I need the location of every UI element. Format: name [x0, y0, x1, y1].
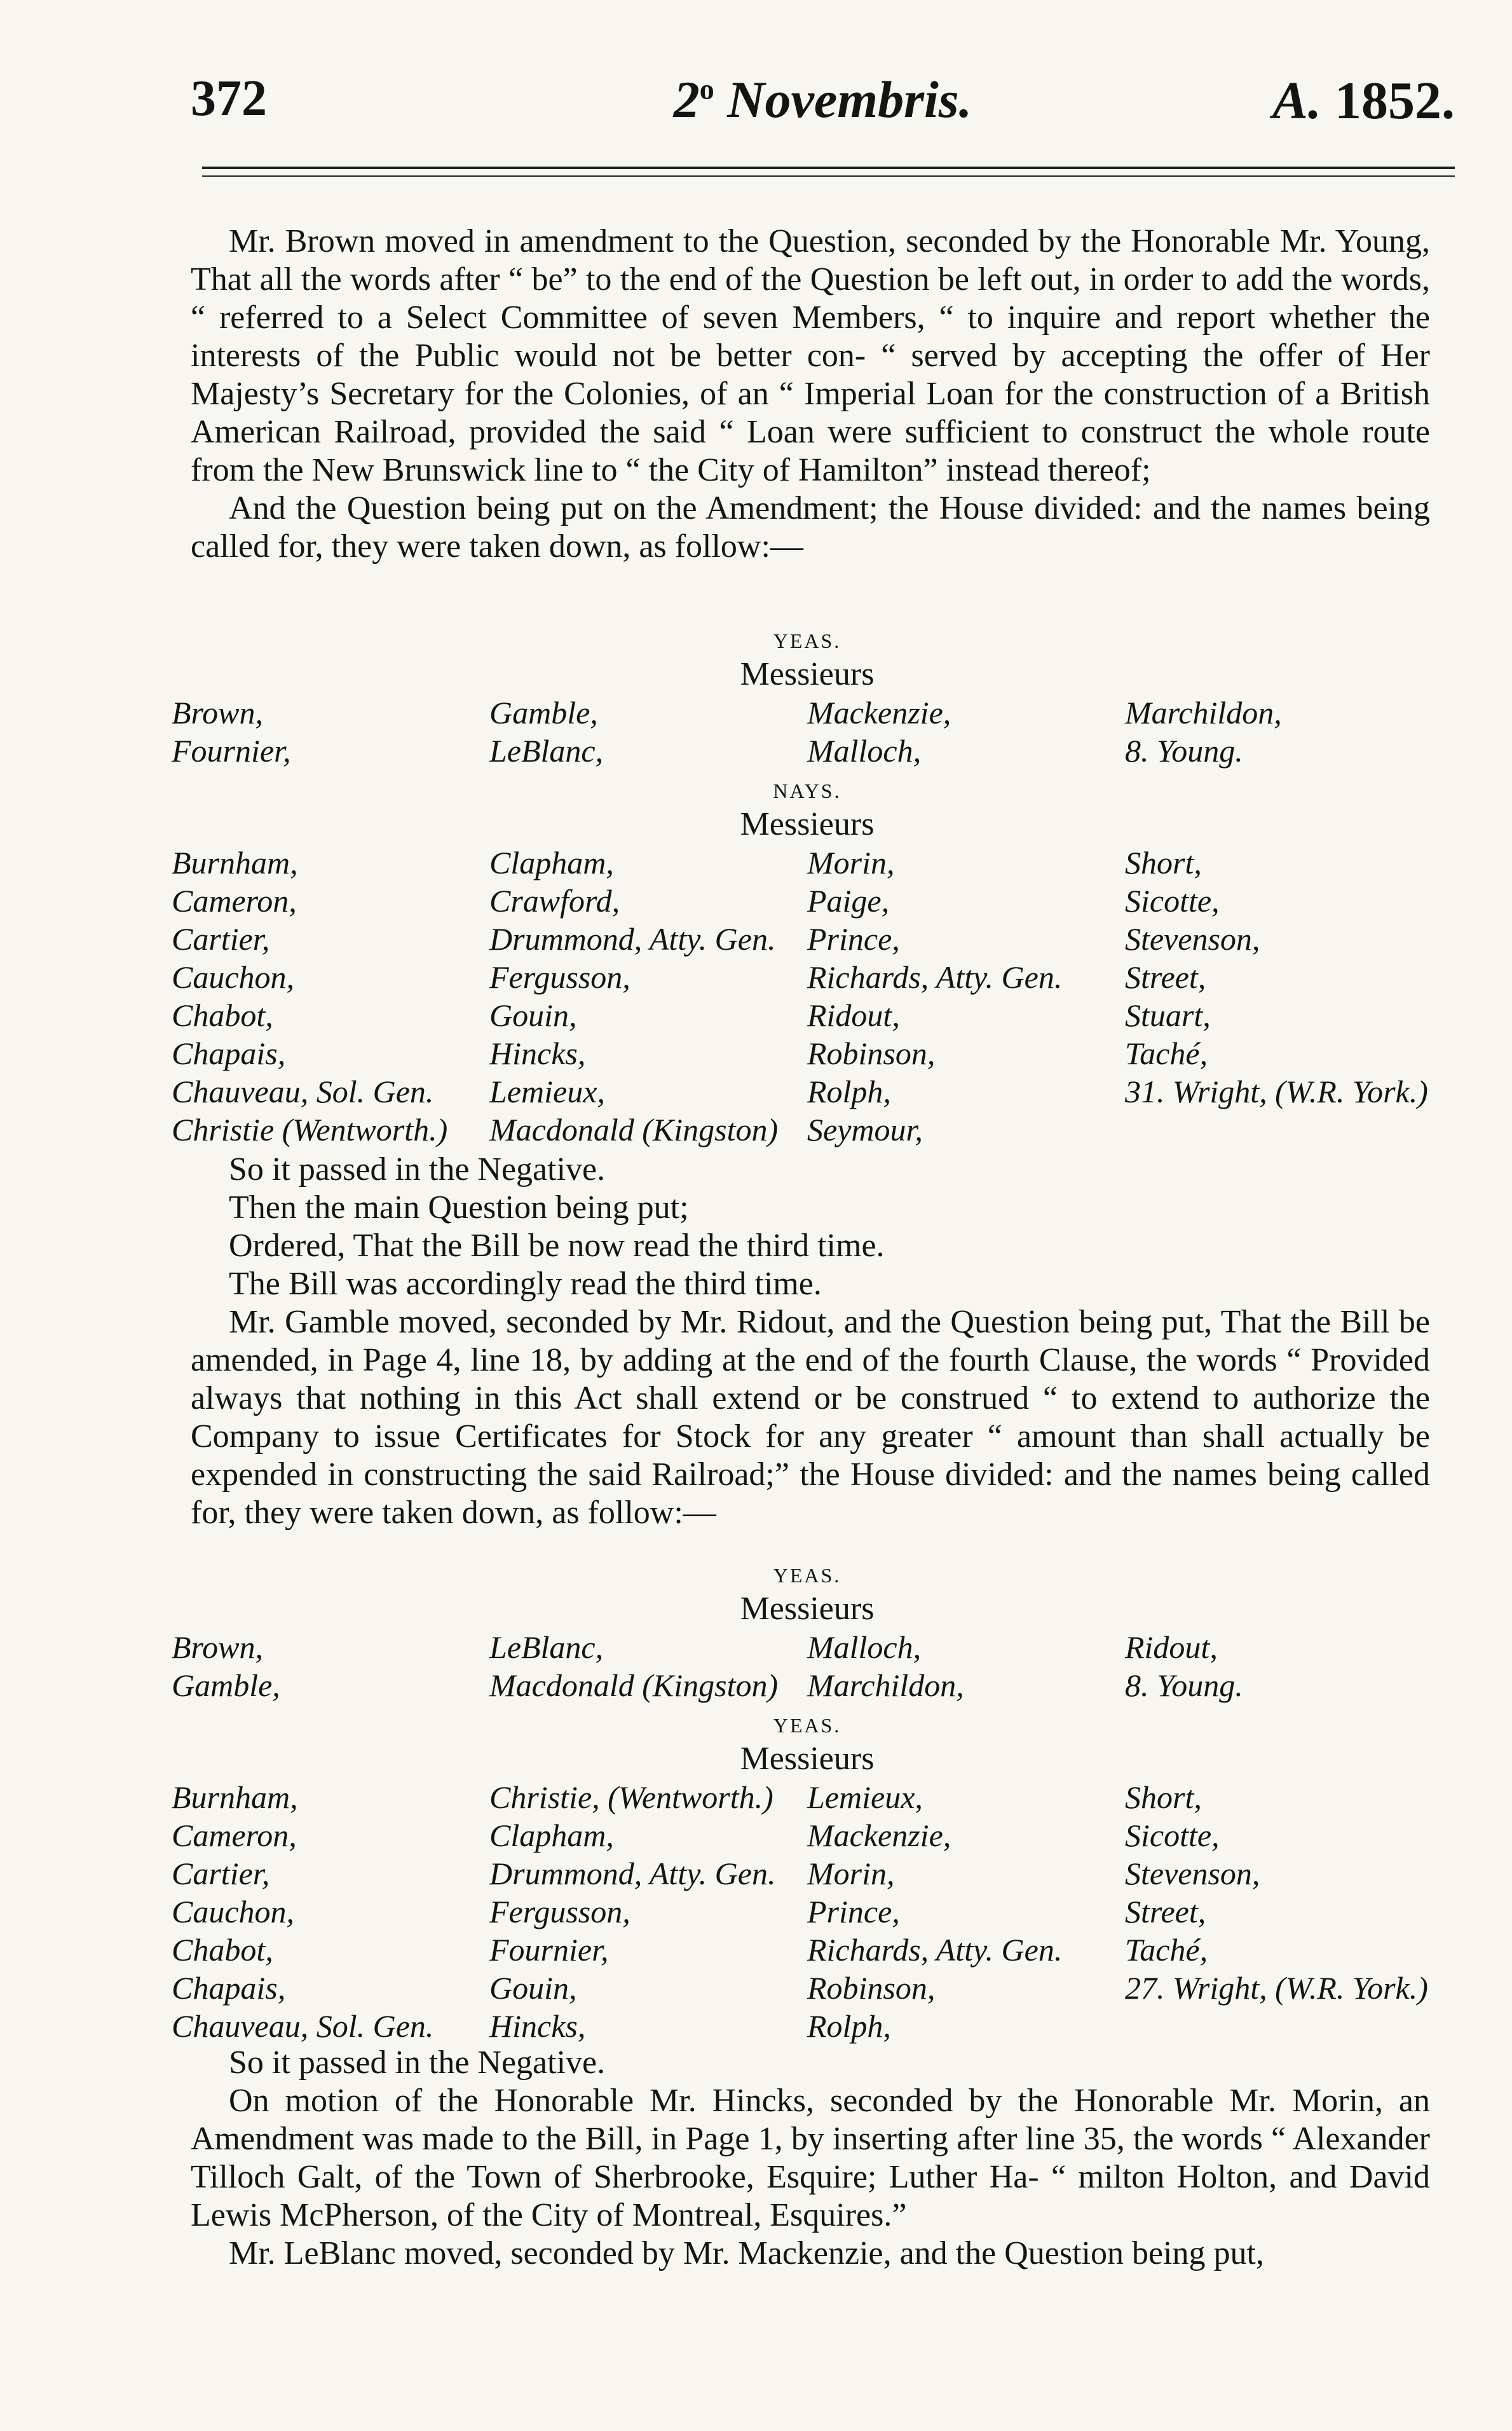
vote-name: Prince,: [807, 921, 900, 957]
vote-name: Sicotte,: [1125, 883, 1220, 919]
header-rule-thin: [202, 175, 1455, 177]
third-time-line: The Bill was accordingly read the third time.: [229, 1266, 822, 1302]
vote-name: Drummond, Atty. Gen.: [489, 921, 776, 957]
vote-name: Cauchon,: [172, 959, 295, 995]
vote-name: Marchildon,: [807, 1667, 964, 1703]
vote-name: Burnham,: [172, 1779, 298, 1815]
page-header: [191, 70, 1455, 153]
vote-name: Chapais,: [172, 1970, 286, 2006]
vote-name: [1125, 1111, 1443, 1149]
vote-name: Seymour,: [807, 1112, 923, 1147]
yeas-list: [172, 694, 1443, 770]
yeas-messieurs: Messieurs: [740, 1591, 875, 1627]
vote-name: 27. Wright, (W.R. York.): [1125, 1970, 1428, 2006]
page-year: [1272, 70, 1455, 132]
nays-list: [172, 844, 1443, 1149]
vote-name: Richards, Atty. Gen.: [807, 959, 1063, 995]
vote-name: Chapais,: [172, 1036, 286, 1071]
page-number: 372: [191, 71, 267, 127]
vote-name: Cartier,: [172, 1856, 270, 1891]
nays-label: YEAS.: [773, 1714, 841, 1737]
vote-name: Chauveau, Sol. Gen.: [172, 1074, 434, 1109]
vote-name: Fergusson,: [489, 959, 630, 995]
vote-name: Marchildon,: [1125, 695, 1282, 730]
vote-name: Chabot,: [172, 1932, 273, 1968]
vote-name: Sicotte,: [1125, 1818, 1220, 1853]
vote-name: Taché,: [1125, 1932, 1208, 1968]
vote-name: Drummond, Atty. Gen.: [489, 1856, 776, 1891]
amendment-motions-block: [191, 2044, 1430, 2273]
vote-name: Hincks,: [489, 1036, 586, 1071]
vote-name: Clapham,: [489, 1818, 614, 1853]
vote-name: Taché,: [1125, 1036, 1208, 1071]
date-month: Novembris.: [727, 71, 972, 128]
header-rule-thick: [202, 167, 1455, 169]
division-paragraph: And the Question being put on the Amendment; the House divided: and the names being called for, they were taken down, as follow:—: [191, 490, 1430, 565]
vote-name: Mackenzie,: [807, 695, 951, 730]
vote-name: Ridout,: [1125, 1629, 1218, 1665]
vote-name: Morin,: [807, 1856, 895, 1891]
vote-name: Malloch,: [807, 1629, 922, 1665]
vote-name: Fournier,: [172, 733, 291, 769]
nays-list: [172, 1778, 1443, 2045]
vote-name: Stevenson,: [1125, 921, 1260, 957]
gamble-paragraph: Mr. Gamble moved, seconded by Mr. Ridout, and the Question being put, That the Bill be amended, in Page 4, line 18, by adding at the end of the fourth Clause, the words “ Provided always that nothing in this Act shall extend or be construed “ to extend to authorize the Company to issue Certificates for Stock for any greater “ amount than shall actually be expended in constructing the said Railroad;” the House divided: and the names being called for, they were taken down, as follow:—: [191, 1304, 1430, 1531]
year-number: 1852.: [1335, 71, 1455, 130]
vote-name: Street,: [1125, 959, 1206, 995]
vote-name: Clapham,: [489, 845, 614, 880]
nays-label: NAYS.: [773, 779, 841, 802]
vote-name: Prince,: [807, 1894, 900, 1929]
vote-name: Rolph,: [807, 1074, 891, 1109]
vote-name: Gamble,: [172, 1667, 280, 1703]
vote-name: Rolph,: [807, 2008, 891, 2044]
date-day: 2: [673, 71, 700, 128]
amendment-block: [191, 223, 1430, 566]
vote-name: Stuart,: [1125, 997, 1211, 1033]
vote-name: 8. Young.: [1125, 733, 1243, 769]
vote-name: Fournier,: [489, 1932, 609, 1968]
vote-name: Fergusson,: [489, 1894, 630, 1929]
leblanc-paragraph: Mr. LeBlanc moved, seconded by Mr. Mackenzie, and the Question being put,: [229, 2235, 1264, 2271]
nays-messieurs: Messieurs: [740, 1741, 875, 1777]
vote-name: Chauveau, Sol. Gen.: [172, 2008, 434, 2044]
vote-name: Lemieux,: [489, 1074, 605, 1109]
negative-line: So it passed in the Negative.: [229, 1151, 606, 1188]
vote-name: Short,: [1125, 1779, 1202, 1815]
vote-name: Lemieux,: [807, 1779, 923, 1815]
vote-name: Cameron,: [172, 883, 297, 919]
vote-name: Gamble,: [489, 695, 598, 730]
vote-name: Mackenzie,: [807, 1818, 951, 1853]
vote-name: Chabot,: [172, 997, 273, 1033]
ordered-line: Ordered, That the Bill be now read the third time.: [229, 1228, 885, 1264]
vote-name: Short,: [1125, 845, 1202, 880]
third-reading-block: [191, 1151, 1430, 1532]
hincks-paragraph: On motion of the Honorable Mr. Hincks, seconded by the Honorable Mr. Morin, an Amendment was made to the Bill, in Page 1, by inserting after line 35, the words “ Alexander Tilloch Galt, of the Town of Sherbrooke, Esquire; Luther Ha- “ milton Holton, and David Lewis McPherson, of the City of Montreal, Esquires.”: [191, 2083, 1430, 2233]
page-date: [191, 70, 1455, 130]
vote-name: Cameron,: [172, 1818, 297, 1853]
vote-name: Cartier,: [172, 921, 270, 957]
vote-name: Brown,: [172, 1629, 263, 1665]
vote-name: Richards, Atty. Gen.: [807, 1932, 1063, 1968]
vote-name: [1125, 2007, 1443, 2045]
vote-name: Street,: [1125, 1894, 1206, 1929]
yeas-label: YEAS.: [773, 629, 841, 652]
date-ordinal: o: [699, 72, 714, 106]
vote-name: Burnham,: [172, 845, 298, 880]
vote-name: Robinson,: [807, 1970, 936, 2006]
vote-name: Gouin,: [489, 1970, 577, 2006]
negative-line: So it passed in the Negative.: [229, 2044, 606, 2081]
vote-name: Macdonald (Kingston): [489, 1112, 779, 1147]
vote-name: Stevenson,: [1125, 1856, 1260, 1891]
vote-name: Paige,: [807, 883, 890, 919]
vote-name: Christie (Wentworth.): [172, 1112, 448, 1147]
vote-name: Ridout,: [807, 997, 900, 1033]
main-question-line: Then the main Question being put;: [229, 1189, 689, 1226]
second-division: [172, 1561, 1443, 2045]
first-division: [172, 626, 1443, 1149]
vote-name: Gouin,: [489, 997, 577, 1033]
vote-name: Morin,: [807, 845, 895, 880]
vote-name: LeBlanc,: [489, 733, 604, 769]
amendment-paragraph: Mr. Brown moved in amendment to the Question, seconded by the Honorable Mr. Young, That all the words after “ be” to the end of the Question be left out, in order to add the words, “ referred to a Select Committee of seven Members, “ to inquire and report whether the interests of the Public would not be better con- “ served by accepting the offer of Her Majesty’s Secretary for the Colonies, of an “ Imperial Loan for the construction of a British American Railroad, provided the said “ Loan were sufficient to construct the whole route from the New Brunswick line to “ the City of Hamilton” instead thereof;: [191, 223, 1430, 488]
yeas-label: YEAS.: [773, 1564, 841, 1587]
vote-name: Malloch,: [807, 733, 922, 769]
vote-name: Brown,: [172, 695, 263, 730]
yeas-messieurs: Messieurs: [740, 656, 875, 692]
vote-name: 31. Wright, (W.R. York.): [1125, 1074, 1428, 1109]
vote-name: Robinson,: [807, 1036, 936, 1071]
vote-name: Macdonald (Kingston): [489, 1667, 779, 1703]
vote-name: Hincks,: [489, 2008, 586, 2044]
vote-name: LeBlanc,: [489, 1629, 604, 1665]
vote-name: Crawford,: [489, 883, 620, 919]
vote-name: Christie, (Wentworth.): [489, 1779, 773, 1815]
yeas-list: [172, 1628, 1443, 1704]
vote-name: Cauchon,: [172, 1894, 295, 1929]
vote-name: 8. Young.: [1125, 1667, 1243, 1703]
year-prefix: A.: [1272, 71, 1321, 130]
nays-messieurs: Messieurs: [740, 806, 875, 842]
